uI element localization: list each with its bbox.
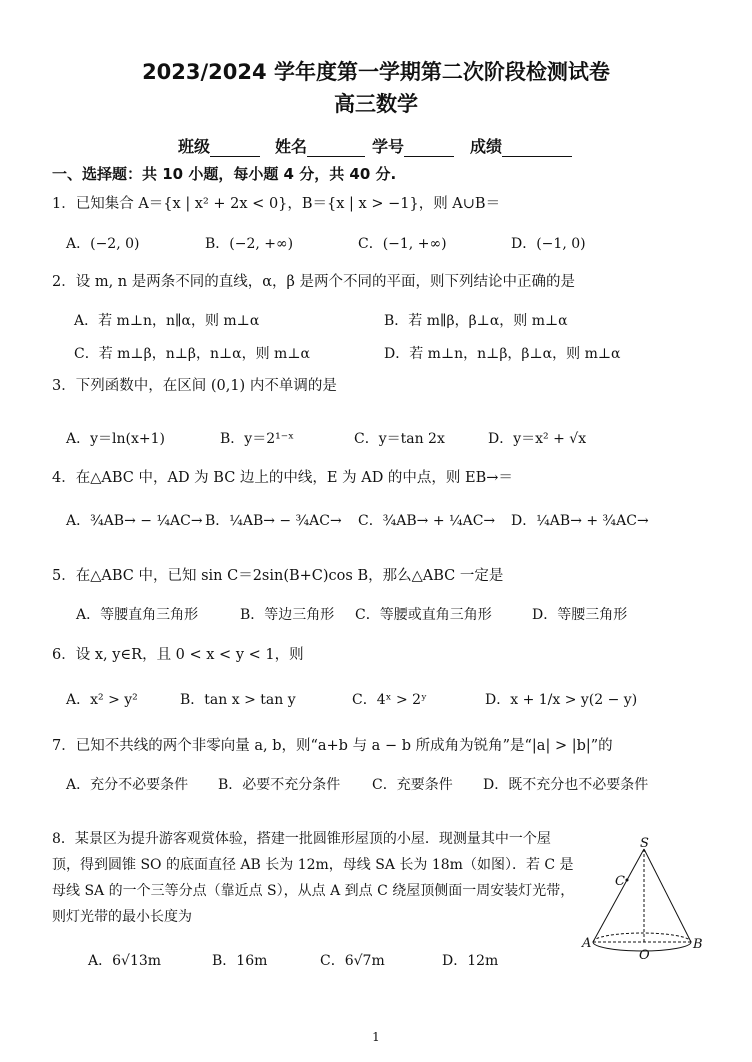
section-heading: 一、选择题：共 10 小题，每小题 4 分，共 40 分. (52, 165, 397, 183)
question-7-option-a: A．充分不必要条件 (66, 777, 189, 793)
question-5-option-d: D．等腰三角形 (532, 607, 628, 623)
question-6-option-c: C．4ˣ > 2ʸ (352, 692, 428, 708)
cone-figure (580, 835, 710, 975)
question-5-option-a: A．等腰直角三角形 (76, 607, 199, 623)
question-3-option-b: B．y＝2¹⁻ˣ (220, 431, 295, 447)
label-s: S (640, 836, 649, 851)
question-4-option-c: C．¾AB→ + ¼AC→ (358, 513, 496, 529)
question-2-option-b: B．若 m∥β，β⊥α，则 m⊥α (384, 313, 568, 329)
question-8-option-a: A．6√13m (88, 953, 162, 969)
score-label: 成绩 (470, 137, 503, 156)
question-8-option-c: C．6√7m (320, 953, 385, 969)
label-c: C (615, 874, 625, 889)
question-7-option-d: D．既不充分也不必要条件 (483, 777, 649, 793)
id-field (372, 134, 454, 157)
question-2-option-d: D．若 m⊥n，n⊥β，β⊥α，则 m⊥α (384, 346, 621, 362)
question-6-stem: 6．设 x, y∈R，且 0 < x < y < 1，则 (52, 647, 304, 663)
question-3-stem: 3．下列函数中，在区间 (0,1) 内不单调的是 (52, 378, 337, 394)
question-7-option-c: C．充要条件 (372, 777, 453, 793)
question-5-stem: 5．在△ABC 中，已知 sin C＝2sin(B+C)cos B，那么△ABC 一定是 (52, 568, 504, 584)
class-field (178, 134, 260, 157)
question-1-option-a: A．(−2, 0) (66, 236, 140, 252)
point-c (626, 879, 629, 882)
question-4-option-a: A．¾AB→ − ¼AC→ (66, 513, 203, 529)
question-7-option-b: B．必要不充分条件 (218, 777, 341, 793)
exam-subtitle: 高三数学 (334, 92, 418, 116)
name-field (275, 134, 365, 157)
question-4-option-d: D．¼AB→ + ¾AC→ (511, 513, 649, 529)
class-label: 班级 (178, 137, 211, 156)
generatrix-sb (644, 849, 691, 942)
label-a: A (582, 936, 592, 951)
question-4-option-b: B．¼AB→ − ¾AC→ (205, 513, 342, 529)
label-b: B (693, 937, 703, 952)
name-blank (307, 142, 365, 157)
question-1-option-b: B．(−2, +∞) (205, 236, 294, 252)
question-1-option-d: D．(−1, 0) (511, 236, 586, 252)
question-2-option-a: A．若 m⊥n，n∥α，则 m⊥α (74, 313, 260, 329)
id-blank (404, 142, 454, 157)
id-label: 学号 (372, 137, 405, 156)
question-8-option-d: D．12m (442, 953, 499, 969)
question-5-option-b: B．等边三角形 (240, 607, 335, 623)
question-2-option-c: C．若 m⊥β，n⊥β，n⊥α，则 m⊥α (74, 346, 310, 362)
question-8-stem: 8．某景区为提升游客观赏体验，搭建一批圆锥形屋顶的小屋．现测量其中一个屋顶，得到圆锥 SO 的底面直径 AB 长为 12m，母线 SA 长为 18m（如图）．若 C 是母线 SA 的一个三等分点（靠近点 S），从点 A 到点 C 绕屋顶侧面一周安装灯光带，则灯光带的最小长度为 (52, 831, 575, 925)
question-4-stem: 4．在△ABC 中，AD 为 BC 边上的中线，E 为 AD 的中点，则 EB→＝ (52, 470, 513, 486)
generatrix-sa (593, 849, 644, 942)
question-1-stem: 1．已知集合 A＝{x | x² + 2x < 0}，B＝{x | x > −1}，则 A∪B＝ (52, 196, 501, 212)
question-6-option-d: D．x + 1/x > y(2 − y) (485, 692, 638, 708)
question-2-stem: 2．设 m, n 是两条不同的直线，α，β 是两个不同的平面，则下列结论中正确的是 (52, 274, 576, 290)
exam-title: 2023/2024 学年度第一学期第二次阶段检测试卷 (142, 60, 610, 84)
score-blank (502, 142, 572, 157)
question-5-option-c: C．等腰或直角三角形 (355, 607, 492, 623)
question-3-option-a: A．y＝ln(x+1) (66, 431, 165, 447)
class-blank (210, 142, 260, 157)
question-6-option-a: A．x² > y² (66, 692, 138, 708)
base-back-arc (593, 933, 691, 942)
score-field (470, 134, 572, 157)
question-8-option-b: B．16m (212, 953, 268, 969)
question-6-option-b: B．tan x > tan y (180, 692, 296, 708)
label-o: O (639, 948, 650, 963)
question-3-option-c: C．y＝tan 2x (354, 431, 445, 447)
page-number: 1 (372, 1030, 380, 1044)
question-3-option-d: D．y＝x² + √x (488, 431, 587, 447)
name-label: 姓名 (275, 137, 308, 156)
question-1-option-c: C．(−1, +∞) (358, 236, 447, 252)
question-7-stem: 7．已知不共线的两个非零向量 a, b，则“a+b 与 a − b 所成角为锐角”是“|a| > |b|”的 (52, 738, 613, 754)
